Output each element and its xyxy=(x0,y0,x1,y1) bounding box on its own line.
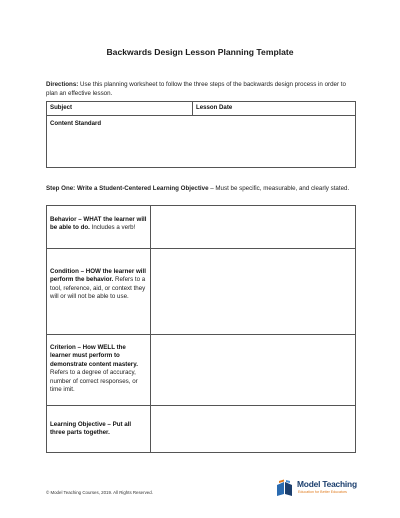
header-fields-row xyxy=(46,101,356,116)
behavior-row-label xyxy=(50,216,147,233)
logo-tagline: Education for Better Educators xyxy=(298,490,347,494)
step-one-paragraph xyxy=(46,184,358,193)
learning-objective-row-label xyxy=(50,421,147,438)
row-label-text: Refers to a tool, reference, aid, or context they will or will not be able to use. xyxy=(50,276,146,301)
directions-label: Directions: xyxy=(46,81,79,88)
criterion-answer-cell[interactable] xyxy=(151,335,356,405)
row-label-bold: Condition – HOW the learner will perform the behavior. xyxy=(50,268,146,284)
model-teaching-logo xyxy=(275,478,365,498)
directions-paragraph xyxy=(46,80,358,98)
criterion-row-label xyxy=(50,344,147,394)
subject-field[interactable] xyxy=(47,102,192,115)
learning-objective-answer-cell[interactable] xyxy=(151,406,356,453)
row-label-text: Includes a verb! xyxy=(89,224,136,232)
objective-table xyxy=(46,205,356,453)
lesson-date-label: Lesson Date xyxy=(196,104,233,111)
row-label-bold: Behavior – WHAT the learner will be able to do. xyxy=(50,216,147,232)
step-one-label: Step One: Write a Student-Centered Learning Objective xyxy=(46,185,209,192)
lesson-date-field[interactable] xyxy=(193,102,356,115)
content-standard-field[interactable] xyxy=(46,116,356,168)
row-label-bold: Criterion – How WELL the learner must perform to demonstrate content mastery. xyxy=(50,344,138,368)
content-standard-label: Content Standard xyxy=(50,120,102,127)
behavior-answer-cell[interactable] xyxy=(151,206,356,248)
copyright-footer: © Model Teaching Courses, 2019. All Rights Reserved. xyxy=(46,490,153,495)
logo-brand-text: Model Teaching xyxy=(297,479,357,489)
condition-row-label xyxy=(50,268,147,302)
directions-text: Use this planning worksheet to follow the three steps of the backwards design process in order to plan an effective lesson. xyxy=(46,81,346,97)
subject-label: Subject xyxy=(50,104,73,111)
row-label-text: Refers to a degree of accuracy, number of correct responses, or time imit. xyxy=(50,369,138,394)
row-label-bold: Learning Objective – Put all three parts together. xyxy=(50,421,132,437)
page-title: Backwards Design Lesson Planning Template xyxy=(106,47,294,57)
step-one-text: – Must be specific, measurable, and clearly stated. xyxy=(208,185,350,192)
book-stack-icon xyxy=(275,479,295,497)
condition-answer-cell[interactable] xyxy=(151,249,356,334)
